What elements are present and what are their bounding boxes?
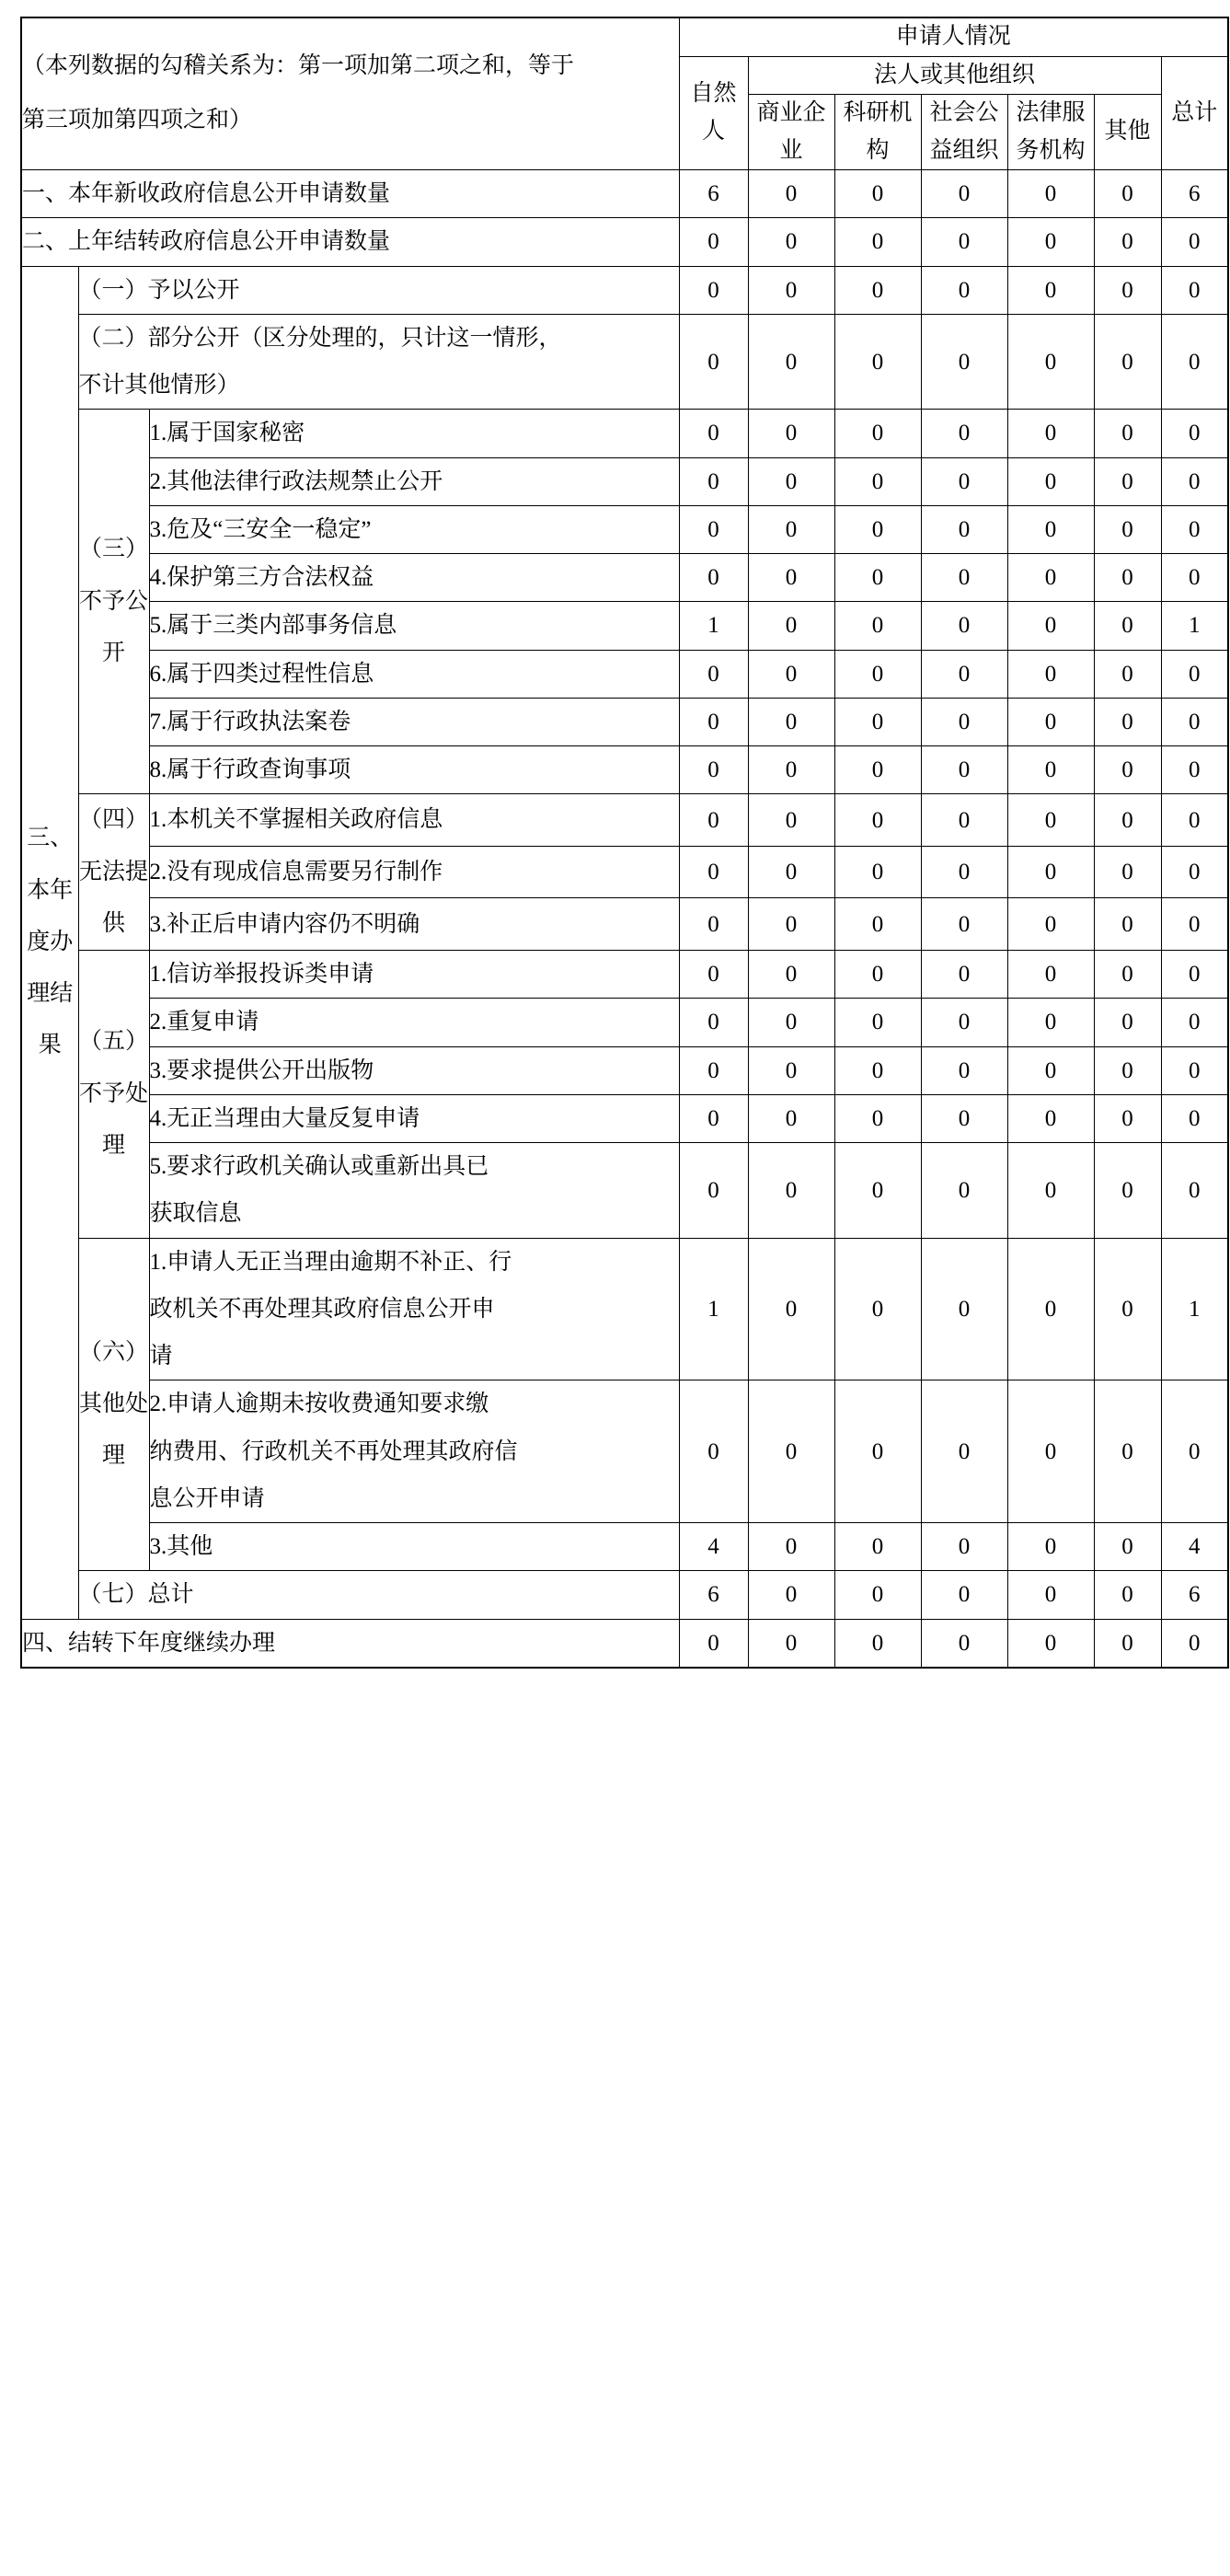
cell-value: 0 [834, 170, 921, 218]
row-label-overdue-no-correction [149, 1238, 679, 1380]
cell-value: 0 [1007, 746, 1094, 794]
cell-value: 0 [834, 505, 921, 553]
cell-value: 0 [1094, 266, 1161, 314]
cell-value: 0 [921, 410, 1007, 457]
cell-value: 0 [921, 1571, 1007, 1619]
cell-value: 0 [1094, 457, 1161, 505]
subsection-label-cannot-provide: （四）无法提供 [78, 794, 149, 951]
row-label-state-secret: 1.属于国家秘密 [149, 410, 679, 457]
table-row [21, 846, 1228, 898]
cell-value: 0 [748, 698, 834, 745]
cell-value: 0 [1161, 746, 1228, 794]
row-label-line-3: 请 [149, 1344, 173, 1369]
row-label-reconfirm-issued [149, 1143, 679, 1239]
cell-value: 0 [921, 1143, 1007, 1239]
row-label-still-unclear: 3.补正后申请内容仍不明确 [149, 898, 679, 951]
cell-value: 0 [1094, 410, 1161, 457]
cell-value: 0 [1094, 554, 1161, 602]
row-label-enforcement-file: 7.属于行政执法案卷 [149, 698, 679, 745]
cell-value: 0 [1007, 170, 1094, 218]
cell-value: 0 [921, 951, 1007, 999]
cell-value: 0 [679, 218, 748, 266]
cell-value: 0 [1007, 1619, 1094, 1668]
cell-value: 1 [1161, 1238, 1228, 1380]
header-business-enterprise: 商业企业 [748, 95, 834, 170]
table-row [21, 505, 1228, 553]
cell-value: 0 [748, 898, 834, 951]
cell-value: 0 [834, 410, 921, 457]
cell-value: 0 [679, 999, 748, 1046]
row-label-process-info: 6.属于四类过程性信息 [149, 650, 679, 698]
cell-value: 0 [679, 898, 748, 951]
header-natural-person: 自然人 [679, 56, 748, 170]
cell-value: 0 [679, 846, 748, 898]
row-label-protect-third-party: 4.保护第三方合法权益 [149, 554, 679, 602]
table-row [21, 1046, 1228, 1094]
cell-value: 0 [1007, 1571, 1094, 1619]
cell-value: 6 [679, 1571, 748, 1619]
row-label-line-2: 获取信息 [149, 1201, 242, 1227]
table-row [21, 1619, 1228, 1668]
table-row [21, 1523, 1228, 1571]
row-label-endanger-safety: 3.危及“三安全一稳定” [149, 505, 679, 553]
cell-value: 0 [1007, 602, 1094, 650]
checksum-note-cell [21, 17, 679, 170]
row-label-admin-inquiry: 8.属于行政查询事项 [149, 746, 679, 794]
row-label-other-law-prohibits: 2.其他法律行政法规禁止公开 [149, 457, 679, 505]
table-row [21, 1094, 1228, 1142]
cell-value: 0 [748, 314, 834, 410]
cell-value: 0 [834, 314, 921, 410]
table-row [21, 746, 1228, 794]
checksum-note-line-2: 第三项加第四项之和） [22, 108, 253, 133]
cell-value: 0 [921, 1523, 1007, 1571]
cell-value: 0 [921, 314, 1007, 410]
table-row [21, 951, 1228, 999]
table-row [21, 602, 1228, 650]
cell-value: 0 [748, 410, 834, 457]
row-label-other: 3.其他 [149, 1523, 679, 1571]
cell-value: 0 [1161, 1380, 1228, 1523]
cell-value: 0 [834, 1143, 921, 1239]
row-label-subtotal: （七）总计 [78, 1571, 679, 1619]
cell-value: 0 [921, 999, 1007, 1046]
cell-value: 0 [834, 999, 921, 1046]
row-label-line-1: （二）部分公开（区分处理的，只计这一情形， [78, 325, 562, 351]
cell-value: 0 [1161, 266, 1228, 314]
table-row [21, 457, 1228, 505]
cell-value: 0 [679, 314, 748, 410]
cell-value: 0 [1094, 999, 1161, 1046]
table-row [21, 1238, 1228, 1380]
cell-value: 0 [1094, 1094, 1161, 1142]
cell-value: 0 [834, 746, 921, 794]
cell-value: 0 [1161, 314, 1228, 410]
cell-value: 0 [1161, 218, 1228, 266]
cell-value: 0 [748, 794, 834, 847]
cell-value: 0 [921, 170, 1007, 218]
cell-value: 0 [1007, 410, 1094, 457]
cell-value: 0 [834, 951, 921, 999]
cell-value: 0 [921, 1046, 1007, 1094]
cell-value: 0 [679, 410, 748, 457]
cell-value: 0 [1161, 650, 1228, 698]
cell-value: 0 [748, 1380, 834, 1523]
table-row [21, 898, 1228, 951]
cell-value: 0 [1094, 650, 1161, 698]
cell-value: 0 [1094, 1523, 1161, 1571]
cell-value: 1 [1161, 602, 1228, 650]
cell-value: 0 [679, 650, 748, 698]
subsection-label-not-processed: （五）不予处理 [78, 951, 149, 1239]
row-label-line-3: 息公开申请 [149, 1485, 265, 1511]
row-label-internal-affairs: 5.属于三类内部事务信息 [149, 602, 679, 650]
cell-value: 0 [1007, 951, 1094, 999]
cell-value: 0 [679, 794, 748, 847]
cell-value: 0 [921, 266, 1007, 314]
row-label-repeated-no-reason: 4.无正当理由大量反复申请 [149, 1094, 679, 1142]
cell-value: 0 [1094, 1380, 1161, 1523]
cell-value: 0 [679, 505, 748, 553]
cell-value: 0 [834, 898, 921, 951]
row-label-duplicate-request: 2.重复申请 [149, 999, 679, 1046]
cell-value: 0 [1094, 602, 1161, 650]
cell-value: 0 [1007, 1046, 1094, 1094]
table-row [21, 650, 1228, 698]
cell-value: 0 [834, 846, 921, 898]
cell-value: 0 [679, 746, 748, 794]
cell-value: 0 [748, 1143, 834, 1239]
cell-value: 0 [748, 170, 834, 218]
cell-value: 0 [1094, 698, 1161, 745]
cell-value: 0 [748, 951, 834, 999]
section-label-annual-result: 三、本年度办理结果 [21, 266, 78, 1619]
cell-value: 0 [1094, 794, 1161, 847]
cell-value: 0 [834, 1380, 921, 1523]
cell-value: 6 [1161, 1571, 1228, 1619]
cell-value: 0 [748, 1523, 834, 1571]
cell-value: 0 [679, 1046, 748, 1094]
cell-value: 0 [679, 1619, 748, 1668]
cell-value: 0 [1007, 1380, 1094, 1523]
cell-value: 0 [921, 1238, 1007, 1380]
cell-value: 0 [834, 794, 921, 847]
table-row [21, 1380, 1228, 1523]
row-label-not-held: 1.本机关不掌握相关政府信息 [149, 794, 679, 847]
cell-value: 0 [1161, 698, 1228, 745]
cell-value: 0 [834, 1571, 921, 1619]
cell-value: 0 [1161, 554, 1228, 602]
row-label-line-1: 2.申请人逾期未按收费通知要求缴 [149, 1392, 489, 1417]
row-label-line-1: 5.要求行政机关确认或重新出具已 [149, 1154, 489, 1179]
cell-value: 0 [921, 218, 1007, 266]
header-legal-person-group: 法人或其他组织 [748, 56, 1161, 95]
row-label-petition-complaint: 1.信访举报投诉类申请 [149, 951, 679, 999]
cell-value: 0 [679, 1143, 748, 1239]
row-label-partially-disclosed [78, 314, 679, 410]
row-label-line-1: 1.申请人无正当理由逾期不补正、行 [149, 1249, 512, 1275]
table-row [21, 999, 1228, 1046]
cell-value: 0 [679, 1380, 748, 1523]
cell-value: 0 [748, 266, 834, 314]
cell-value: 0 [921, 898, 1007, 951]
cell-value: 0 [1094, 1143, 1161, 1239]
cell-value: 0 [748, 602, 834, 650]
cell-value: 4 [679, 1523, 748, 1571]
table-row [21, 266, 1228, 314]
cell-value: 0 [1161, 999, 1228, 1046]
header-row-1 [21, 17, 1228, 56]
cell-value: 0 [1094, 170, 1161, 218]
cell-value: 0 [1007, 266, 1094, 314]
cell-value: 0 [921, 554, 1007, 602]
cell-value: 0 [1007, 1143, 1094, 1239]
cell-value: 0 [1094, 898, 1161, 951]
subsection-label-not-disclosed: （三）不予公开 [78, 410, 149, 794]
cell-value: 0 [1007, 505, 1094, 553]
header-other: 其他 [1094, 95, 1161, 170]
row-label-line-2: 不计其他情形） [78, 373, 240, 398]
cell-value: 0 [921, 698, 1007, 745]
cell-value: 0 [921, 505, 1007, 553]
cell-value: 0 [921, 650, 1007, 698]
cell-value: 0 [1094, 1238, 1161, 1380]
cell-value: 0 [1094, 218, 1161, 266]
cell-value: 0 [1161, 410, 1228, 457]
table-row [21, 698, 1228, 745]
cell-value: 0 [679, 554, 748, 602]
cell-value: 0 [1094, 1571, 1161, 1619]
cell-value: 0 [1161, 951, 1228, 999]
cell-value: 0 [1161, 1143, 1228, 1239]
cell-value: 0 [834, 457, 921, 505]
cell-value: 0 [748, 999, 834, 1046]
cell-value: 0 [1094, 1619, 1161, 1668]
checksum-note-line-1: （本列数据的勾稽关系为：第一项加第二项之和，等于 [22, 53, 575, 79]
cell-value: 0 [748, 554, 834, 602]
cell-value: 0 [1007, 1238, 1094, 1380]
cell-value: 0 [748, 457, 834, 505]
cell-value: 0 [921, 457, 1007, 505]
cell-value: 0 [748, 746, 834, 794]
cell-value: 0 [834, 1094, 921, 1142]
cell-value: 1 [679, 602, 748, 650]
cell-value: 0 [1007, 846, 1094, 898]
table-row [21, 218, 1228, 266]
row-label-line-2: 纳费用、行政机关不再处理其政府信 [149, 1438, 518, 1464]
cell-value: 0 [1007, 1094, 1094, 1142]
header-total: 总计 [1161, 56, 1228, 170]
cell-value: 0 [921, 1380, 1007, 1523]
table-row [21, 1571, 1228, 1619]
cell-value: 0 [1161, 898, 1228, 951]
cell-value: 0 [1094, 746, 1161, 794]
cell-value: 0 [748, 1094, 834, 1142]
cell-value: 0 [834, 1238, 921, 1380]
cell-value: 0 [834, 218, 921, 266]
cell-value: 0 [1007, 457, 1094, 505]
cell-value: 0 [679, 1094, 748, 1142]
header-applicant-group: 申请人情况 [679, 17, 1228, 56]
cell-value: 0 [921, 794, 1007, 847]
cell-value: 0 [1007, 999, 1094, 1046]
cell-value: 0 [1161, 1094, 1228, 1142]
cell-value: 0 [921, 846, 1007, 898]
row-label-overdue-no-payment [149, 1380, 679, 1523]
table-row [21, 554, 1228, 602]
cell-value: 0 [834, 1523, 921, 1571]
cell-value: 0 [1161, 1046, 1228, 1094]
government-info-disclosure-table [20, 17, 1229, 1669]
cell-value: 0 [834, 650, 921, 698]
header-legal-service-org: 法律服务机构 [1007, 95, 1094, 170]
cell-value: 0 [748, 1619, 834, 1668]
table-row [21, 410, 1228, 457]
cell-value: 0 [834, 266, 921, 314]
cell-value: 0 [1007, 794, 1094, 847]
cell-value: 0 [921, 602, 1007, 650]
cell-value: 0 [834, 1619, 921, 1668]
cell-value: 0 [1007, 1523, 1094, 1571]
table-row [21, 170, 1228, 218]
cell-value: 0 [1094, 1046, 1161, 1094]
row-label-new-requests: 一、本年新收政府信息公开申请数量 [21, 170, 679, 218]
cell-value: 0 [748, 505, 834, 553]
cell-value: 0 [1094, 505, 1161, 553]
header-social-welfare-org: 社会公益组织 [921, 95, 1007, 170]
cell-value: 0 [748, 846, 834, 898]
row-label-disclosed: （一）予以公开 [78, 266, 679, 314]
table-row [21, 314, 1228, 410]
cell-value: 0 [1007, 314, 1094, 410]
cell-value: 0 [834, 554, 921, 602]
table-row [21, 1143, 1228, 1239]
cell-value: 0 [748, 218, 834, 266]
cell-value: 0 [748, 1046, 834, 1094]
cell-value: 0 [1007, 650, 1094, 698]
cell-value: 0 [679, 698, 748, 745]
cell-value: 0 [834, 1046, 921, 1094]
cell-value: 0 [1007, 698, 1094, 745]
cell-value: 0 [1094, 846, 1161, 898]
cell-value: 0 [1007, 218, 1094, 266]
cell-value: 1 [679, 1238, 748, 1380]
cell-value: 0 [1161, 505, 1228, 553]
cell-value: 0 [1007, 554, 1094, 602]
cell-value: 0 [1094, 951, 1161, 999]
cell-value: 0 [1161, 457, 1228, 505]
cell-value: 0 [834, 602, 921, 650]
cell-value: 0 [921, 1094, 1007, 1142]
cell-value: 0 [921, 1619, 1007, 1668]
row-label-carry-to-next-year: 四、结转下年度继续办理 [21, 1619, 679, 1668]
table-row [21, 794, 1228, 847]
cell-value: 0 [748, 650, 834, 698]
subsection-label-other-handling: （六）其他处理 [78, 1238, 149, 1571]
cell-value: 0 [1161, 1619, 1228, 1668]
cell-value: 0 [679, 951, 748, 999]
row-label-carried-over-requests: 二、上年结转政府信息公开申请数量 [21, 218, 679, 266]
header-research-institution: 科研机构 [834, 95, 921, 170]
cell-value: 0 [1007, 898, 1094, 951]
cell-value: 0 [1161, 794, 1228, 847]
cell-value: 0 [679, 457, 748, 505]
cell-value: 0 [921, 746, 1007, 794]
cell-value: 0 [1094, 314, 1161, 410]
cell-value: 4 [1161, 1523, 1228, 1571]
cell-value: 6 [679, 170, 748, 218]
cell-value: 0 [679, 266, 748, 314]
cell-value: 0 [1161, 846, 1228, 898]
cell-value: 0 [834, 698, 921, 745]
cell-value: 6 [1161, 170, 1228, 218]
row-label-public-publication: 3.要求提供公开出版物 [149, 1046, 679, 1094]
row-label-line-2: 政机关不再处理其政府信息公开申 [149, 1296, 495, 1322]
cell-value: 0 [748, 1238, 834, 1380]
cell-value: 0 [748, 1571, 834, 1619]
row-label-needs-creation: 2.没有现成信息需要另行制作 [149, 846, 679, 898]
